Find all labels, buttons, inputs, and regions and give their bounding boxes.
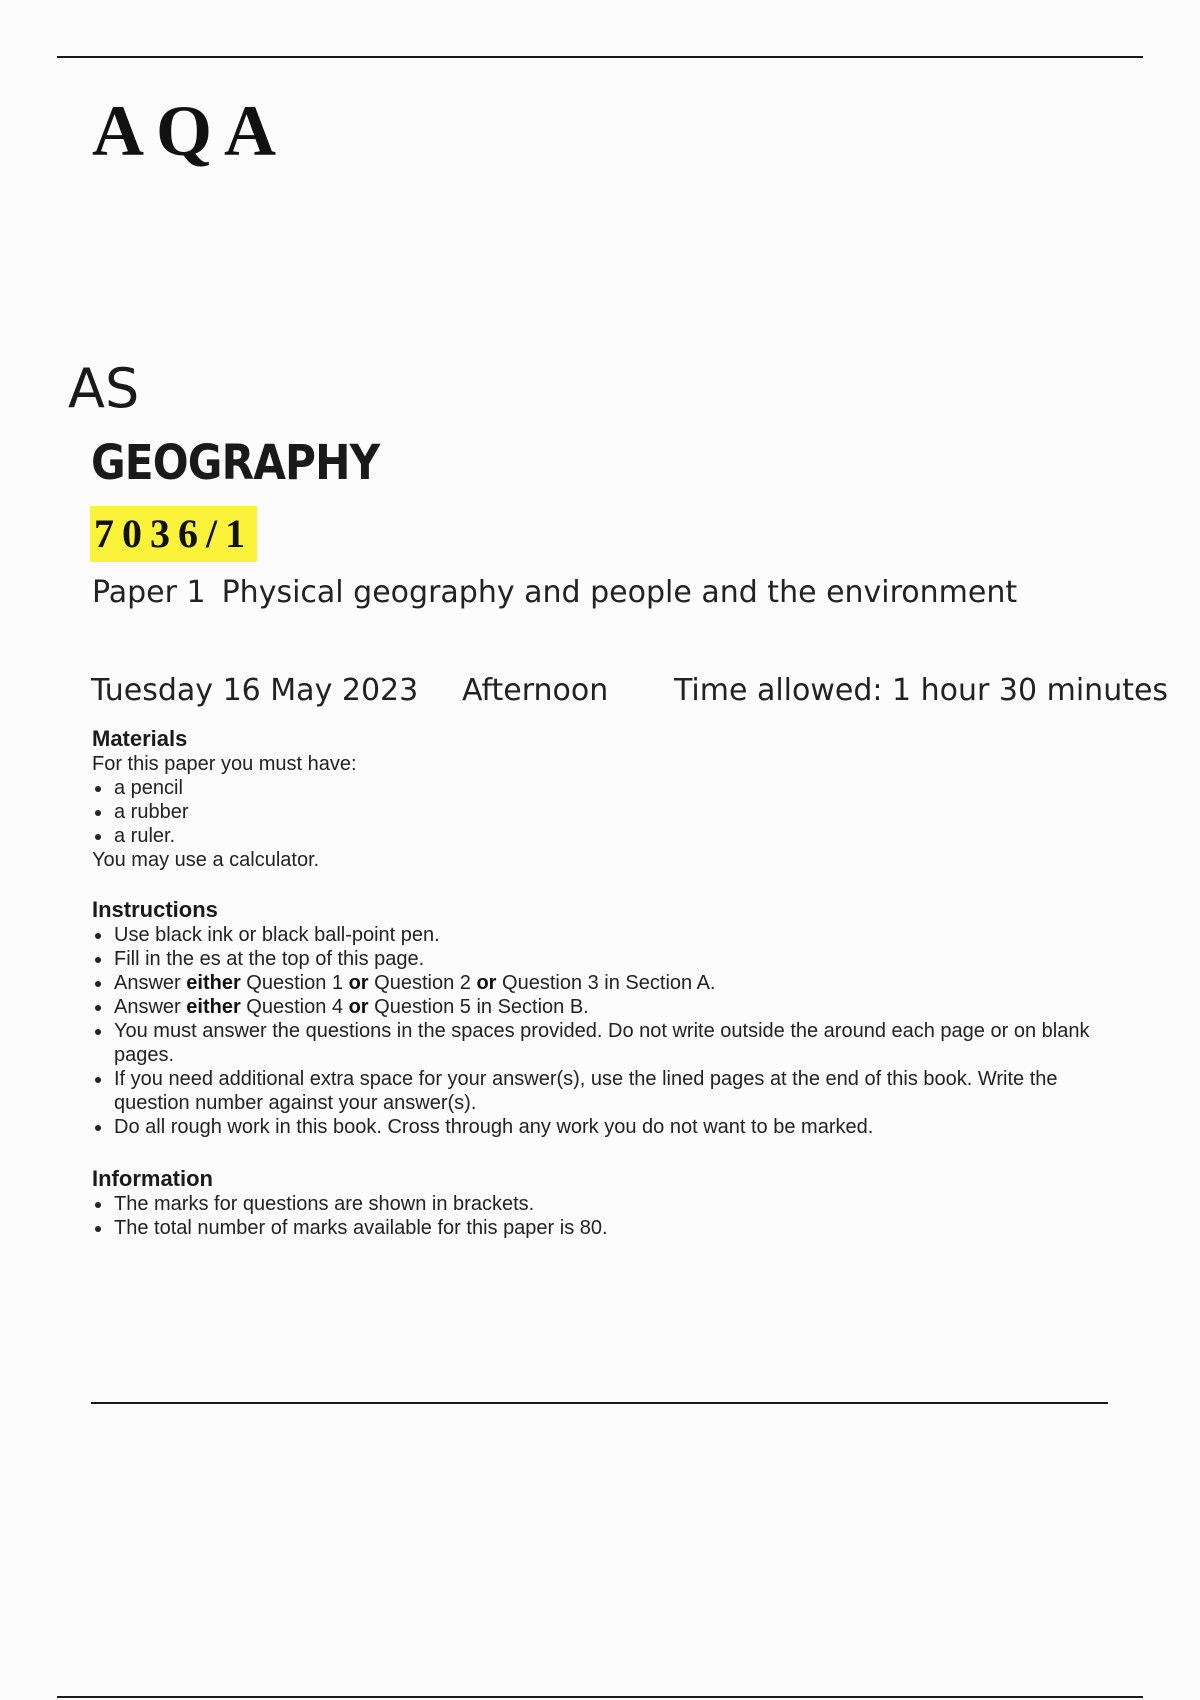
instructions-heading: Instructions bbox=[92, 897, 218, 922]
question-ref: Question 4 bbox=[246, 996, 344, 1018]
question-ref: Question 5 in Section B. bbox=[374, 996, 589, 1018]
or-word: or bbox=[348, 972, 369, 994]
list-item bbox=[92, 995, 1092, 1019]
list-item: The total number of marks available for this paper is 80. bbox=[92, 1216, 1092, 1240]
list-item: Do all rough work in this book. Cross through any work you do not want to be marked. bbox=[92, 1115, 1092, 1139]
list-item: Use black ink or black ball-point pen. bbox=[92, 923, 1092, 947]
list-item: a pencil bbox=[92, 776, 1092, 800]
materials-list bbox=[92, 776, 1092, 848]
section-divider bbox=[91, 1402, 1108, 1404]
information-section bbox=[92, 1166, 1092, 1240]
list-item: Fill in the es at the top of this page. bbox=[92, 947, 1092, 971]
or-word: or bbox=[476, 972, 497, 994]
aqa-logo: AQA bbox=[92, 91, 288, 171]
top-divider bbox=[57, 56, 1143, 58]
question-ref: Question 3 in Section A. bbox=[502, 972, 716, 994]
list-item: You must answer the questions in the spaces provided. Do not write outside the around each page or on blank pages. bbox=[92, 1019, 1092, 1067]
paper-number: Paper 1 bbox=[92, 575, 206, 610]
bottom-divider bbox=[57, 1696, 1143, 1698]
list-item: If you need additional extra space for your answer(s), use the lined pages at the end of this book. Write the question number against your answer(s). bbox=[92, 1067, 1092, 1115]
materials-heading: Materials bbox=[92, 726, 188, 751]
list-item: a rubber bbox=[92, 800, 1092, 824]
exam-date: Tuesday 16 May 2023 bbox=[91, 673, 419, 708]
time-allowed: Time allowed: 1 hour 30 minutes bbox=[674, 673, 1169, 708]
materials-intro: For this paper you must have: bbox=[92, 753, 357, 775]
answer-word: Answer bbox=[114, 972, 181, 994]
paper-name: Physical geography and people and the environment bbox=[221, 575, 1018, 610]
either-word: either bbox=[186, 972, 241, 994]
question-ref: Question 1 bbox=[246, 972, 344, 994]
list-item: The marks for questions are shown in brackets. bbox=[92, 1192, 1092, 1216]
either-word: either bbox=[186, 996, 241, 1018]
instructions-section bbox=[92, 897, 1092, 1139]
qualification-level: AS bbox=[68, 357, 140, 420]
list-item bbox=[92, 971, 1092, 995]
calculator-note: You may use a calculator. bbox=[92, 849, 320, 871]
information-list bbox=[92, 1192, 1092, 1240]
exam-session: Afternoon bbox=[462, 673, 609, 708]
paper-code: 7036/1 bbox=[90, 506, 257, 562]
instructions-list bbox=[92, 923, 1092, 1139]
answer-word: Answer bbox=[114, 996, 181, 1018]
information-heading: Information bbox=[92, 1166, 213, 1191]
list-item: a ruler. bbox=[92, 824, 1092, 848]
subject-title: GEOGRAPHY bbox=[91, 435, 380, 491]
or-word: or bbox=[348, 996, 369, 1018]
question-ref: Question 2 bbox=[374, 972, 471, 994]
paper-title bbox=[92, 573, 1017, 613]
materials-section bbox=[92, 726, 1092, 872]
